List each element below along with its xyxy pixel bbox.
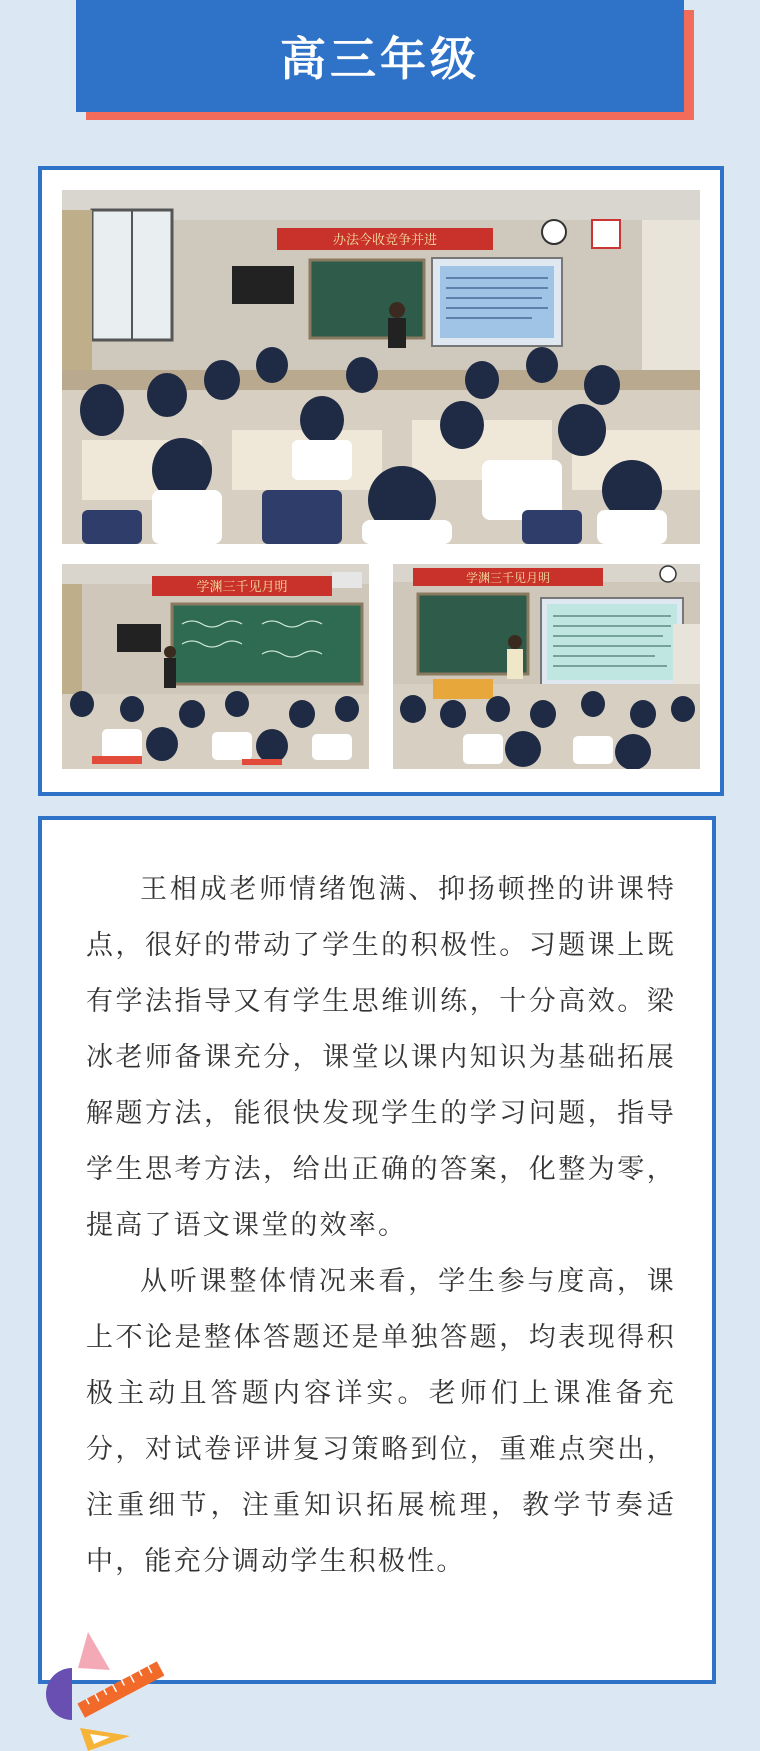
purple-semicircle-icon <box>46 1668 72 1720</box>
orange-ruler-icon <box>77 1661 164 1717</box>
classroom-photo-main-image <box>62 190 700 544</box>
left-photo-banner-text: 学渊三千见月明 <box>196 580 288 595</box>
photo-frame <box>38 166 724 796</box>
pink-triangle-icon <box>78 1632 110 1670</box>
article-paragraph: 从听课整体情况来看，学生参与度高，课上不论是整体答题还是单独答题，均表现得积极主动且答题内容详实。老师们上课准备充分，对试卷评讲复习策略到位，重难点突出，注重细节，注重知识拓展梳理，教学节奏适中，能充分调动学生积极性。 <box>86 1266 676 1577</box>
yellow-triangle-icon <box>80 1728 130 1751</box>
classroom-photo-left-image <box>62 564 369 769</box>
right-photo-banner-text: 学渊三千见月明 <box>465 571 551 585</box>
classroom-photo-main <box>62 190 700 544</box>
article-paragraph: 王相成老师情绪饱满、抑扬顿挫的讲课特点，很好的带动了学生的积极性。习题课上既有学法指导又有学生思维训练，十分高效。梁冰老师备课充分，课堂以课内知识为基础拓展解题方法，能很快发现学生的学习问题，指导学生思考方法，给出正确的答案，化整为零，提高了语文课堂的效率。 <box>86 874 676 1241</box>
classroom-photo-right <box>393 564 700 769</box>
article-card <box>38 816 716 1684</box>
decorative-shapes <box>30 1620 170 1751</box>
title-banner <box>76 0 684 112</box>
classroom-photo-left <box>62 564 369 769</box>
article-body <box>86 862 676 1590</box>
classroom-photo-right-image <box>393 564 700 769</box>
page-title: 高三年级 <box>280 32 480 86</box>
main-photo-banner-text: 办法今收竞争并进 <box>332 233 438 248</box>
